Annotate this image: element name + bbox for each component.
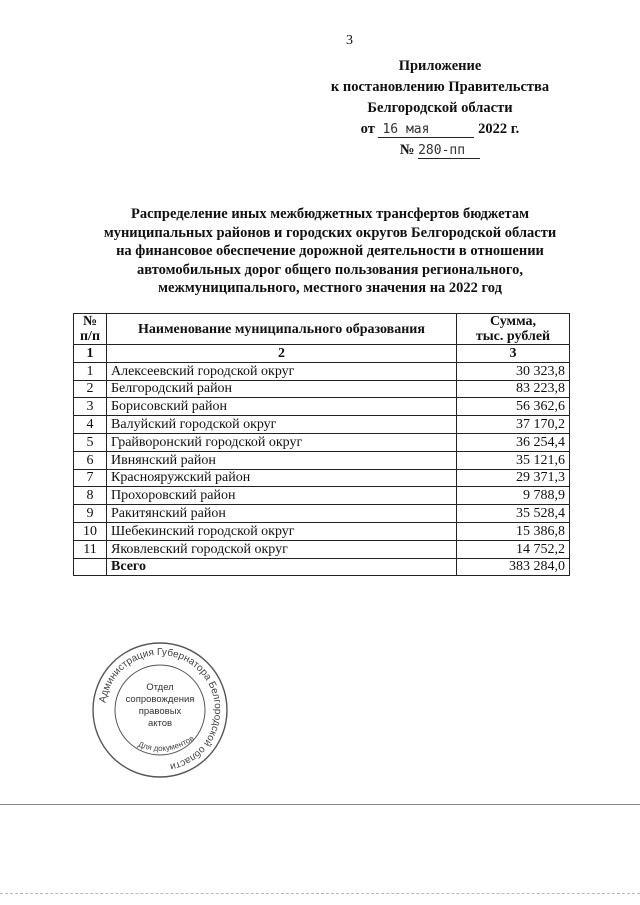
distribution-table xyxy=(73,313,570,576)
scan-edge xyxy=(0,893,640,894)
table-row xyxy=(74,380,570,398)
row-name: Краснояружский район xyxy=(107,469,457,487)
table-row xyxy=(74,398,570,416)
number-value: 280-пп xyxy=(418,144,480,159)
date-value: 16 мая xyxy=(378,123,474,138)
table-row xyxy=(74,362,570,380)
table-body xyxy=(74,362,570,558)
row-number: 6 xyxy=(74,451,107,469)
column-index-row xyxy=(74,345,570,363)
stamp-center-line: правовых xyxy=(138,706,182,717)
table-row xyxy=(74,433,570,451)
appendix-number-line xyxy=(320,140,560,161)
table-row xyxy=(74,505,570,523)
row-name: Грайворонский городской округ xyxy=(107,433,457,451)
row-number: 2 xyxy=(74,380,107,398)
row-name: Прохоровский район xyxy=(107,487,457,505)
official-stamp xyxy=(90,640,230,780)
total-sum: 383 284,0 xyxy=(457,558,570,576)
row-name: Ракитянский район xyxy=(107,505,457,523)
total-row xyxy=(74,558,570,576)
row-sum: 35 528,4 xyxy=(457,505,570,523)
page-divider xyxy=(0,804,640,805)
title-line: муниципальных районов и городских округов Белгородской области xyxy=(103,224,557,241)
row-name: Алексеевский городской округ xyxy=(107,362,457,380)
date-suffix: 2022 г. xyxy=(478,121,520,137)
stamp-center-line: сопровождения xyxy=(125,694,195,705)
row-sum: 30 323,8 xyxy=(457,362,570,380)
table-header-row xyxy=(74,314,570,345)
row-number: 1 xyxy=(74,362,107,380)
row-name: Яковлевский городской округ xyxy=(107,540,457,558)
title-line: на финансовое обеспечение дорожной деятельности в отношении xyxy=(116,243,544,259)
number-prefix: № xyxy=(399,142,415,158)
row-number: 8 xyxy=(74,487,107,505)
stamp-bottom-text: Для документов xyxy=(136,733,196,754)
header-number: № п/п xyxy=(74,314,107,345)
row-sum: 37 170,2 xyxy=(457,416,570,434)
total-label: Всего xyxy=(107,558,457,576)
row-number: 9 xyxy=(74,505,107,523)
header-name: Наименование муниципального образования xyxy=(107,314,457,345)
stamp-center-line: Отдел xyxy=(146,682,174,693)
row-name: Валуйский городской округ xyxy=(107,416,457,434)
row-sum: 29 371,3 xyxy=(457,469,570,487)
table-row xyxy=(74,522,570,540)
column-index: 1 xyxy=(74,345,107,363)
row-name: Шебекинский городской округ xyxy=(107,522,457,540)
row-name: Ивнянский район xyxy=(107,451,457,469)
stamp-ring-text: Администрация Губернатора Белгородской области xyxy=(97,646,224,772)
column-index: 2 xyxy=(107,345,457,363)
page-number: 3 xyxy=(346,33,353,48)
appendix-date-line xyxy=(320,119,560,140)
row-number: 11 xyxy=(74,540,107,558)
row-name: Белгородский район xyxy=(107,380,457,398)
appendix-resolution: к постановлению Правительства xyxy=(330,79,550,95)
row-number: 10 xyxy=(74,522,107,540)
row-number: 5 xyxy=(74,433,107,451)
header-sum: Сумма, тыс. рублей xyxy=(457,314,570,345)
row-number: 4 xyxy=(74,416,107,434)
row-sum: 9 788,9 xyxy=(457,487,570,505)
title-line: автомобильных дорог общего пользования регионального, xyxy=(137,261,523,278)
row-sum: 35 121,6 xyxy=(457,451,570,469)
row-number: 3 xyxy=(74,398,107,416)
appendix-title: Приложение xyxy=(398,58,482,74)
row-number: 7 xyxy=(74,469,107,487)
title-line: межмуниципального, местного значения на 2022 год xyxy=(158,280,502,296)
appendix-header xyxy=(320,56,560,161)
table-row xyxy=(74,451,570,469)
date-prefix: от xyxy=(360,121,375,137)
column-index: 3 xyxy=(457,345,570,363)
title-line: Распределение иных межбюджетных трансфертов бюджетам xyxy=(131,206,529,222)
table-row xyxy=(74,540,570,558)
table-row xyxy=(74,487,570,505)
table-row xyxy=(74,469,570,487)
table-row xyxy=(74,416,570,434)
appendix-region: Белгородской области xyxy=(367,100,513,116)
row-sum: 83 223,8 xyxy=(457,380,570,398)
stamp-center-line: актов xyxy=(147,718,173,729)
row-sum: 14 752,2 xyxy=(457,540,570,558)
document-title xyxy=(95,205,565,298)
row-sum: 15 386,8 xyxy=(457,522,570,540)
row-sum: 56 362,6 xyxy=(457,398,570,416)
row-name: Борисовский район xyxy=(107,398,457,416)
row-sum: 36 254,4 xyxy=(457,433,570,451)
